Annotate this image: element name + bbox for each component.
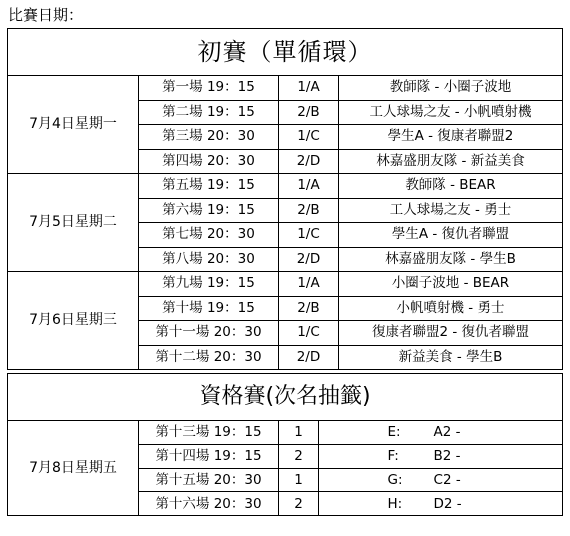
round-robin-table (7, 28, 563, 370)
match-row (8, 174, 563, 199)
match-name-cell: 第六場 19：15 (139, 198, 279, 223)
match-name-cell: 第七場 20：30 (139, 223, 279, 248)
teams-cell: 教師隊 - BEAR (339, 174, 563, 199)
teams-cell: 林嘉盛朋友隊 - 新益美食 (339, 149, 563, 174)
court-cell: 2/B (279, 198, 339, 223)
qualifier-seed-label: B2 - (433, 448, 461, 465)
qualifier-title: 資格賽(次名抽籤) (8, 374, 563, 421)
teams-cell: 工人球場之友 - 勇士 (339, 198, 563, 223)
teams-cell: 新益美食 - 學生B (339, 345, 563, 370)
round-robin-header-row (8, 29, 563, 76)
court-cell: 2/B (279, 296, 339, 321)
match-name-cell: 第十場 19：15 (139, 296, 279, 321)
match-name-cell: 第三場 20：30 (139, 125, 279, 150)
qualifier-match-row (8, 421, 563, 445)
match-row (8, 272, 563, 297)
qualifier-seed-label: A2 - (433, 424, 461, 441)
court-cell: 1/A (279, 174, 339, 199)
qualifier-pairing-cell (319, 492, 563, 516)
teams-cell: 林嘉盛朋友隊 - 學生B (339, 247, 563, 272)
court-cell: 2/D (279, 345, 339, 370)
qualifier-slot-label: E: (387, 424, 401, 441)
court-cell: 1/C (279, 125, 339, 150)
qualifier-court-cell: 1 (279, 468, 319, 492)
qualifier-match-name-cell: 第十五場 20：30 (139, 468, 279, 492)
round-robin-title: 初賽（單循環） (8, 29, 563, 76)
schedule-date-label: 比賽日期： (8, 6, 84, 24)
court-cell: 1/A (279, 272, 339, 297)
match-name-cell: 第一場 19：15 (139, 76, 279, 101)
match-date-cell: 7月5日星期二 (8, 174, 139, 272)
qualifier-match-name-cell: 第十三場 19：15 (139, 421, 279, 445)
qualifier-seed-label: C2 - (433, 471, 461, 488)
qualifier-match-name-cell: 第十四場 19：15 (139, 444, 279, 468)
match-date-cell: 7月6日星期三 (8, 272, 139, 370)
qualifier-seed-label: D2 - (433, 495, 462, 512)
match-name-cell: 第五場 19：15 (139, 174, 279, 199)
court-cell: 1/C (279, 223, 339, 248)
qualifier-slot-label: G: (387, 471, 403, 488)
court-cell: 1/C (279, 321, 339, 346)
qualifier-pairing-cell (319, 444, 563, 468)
qualifier-date-cell: 7月8日星期五 (8, 421, 139, 516)
teams-cell: 學生A - 復康者聯盟2 (339, 125, 563, 150)
match-name-cell: 第四場 20：30 (139, 149, 279, 174)
match-name-cell: 第十二場 20：30 (139, 345, 279, 370)
teams-cell: 小圈子波地 - BEAR (339, 272, 563, 297)
teams-cell: 工人球場之友 - 小帆噴射機 (339, 100, 563, 125)
match-name-cell: 第九場 19：15 (139, 272, 279, 297)
court-cell: 1/A (279, 76, 339, 101)
court-cell: 2/B (279, 100, 339, 125)
qualifier-slot-label: H: (387, 495, 403, 512)
teams-cell: 教師隊 - 小圈子波地 (339, 76, 563, 101)
teams-cell: 小帆噴射機 - 勇士 (339, 296, 563, 321)
teams-cell: 學生A - 復仇者聯盟 (339, 223, 563, 248)
match-date-cell: 7月4日星期一 (8, 76, 139, 174)
qualifier-court-cell: 2 (279, 444, 319, 468)
qualifier-table (7, 373, 563, 516)
qualifier-court-cell: 2 (279, 492, 319, 516)
qualifier-pairing-cell (319, 421, 563, 445)
qualifier-match-name-cell: 第十六場 20：30 (139, 492, 279, 516)
qualifier-header-row (8, 374, 563, 421)
teams-cell: 復康者聯盟2 - 復仇者聯盟 (339, 321, 563, 346)
qualifier-court-cell: 1 (279, 421, 319, 445)
match-name-cell: 第十一場 20：30 (139, 321, 279, 346)
match-row (8, 76, 563, 101)
match-name-cell: 第二場 19：15 (139, 100, 279, 125)
court-cell: 2/D (279, 247, 339, 272)
court-cell: 2/D (279, 149, 339, 174)
match-name-cell: 第八場 20：30 (139, 247, 279, 272)
qualifier-slot-label: F: (387, 448, 399, 465)
qualifier-pairing-cell (319, 468, 563, 492)
